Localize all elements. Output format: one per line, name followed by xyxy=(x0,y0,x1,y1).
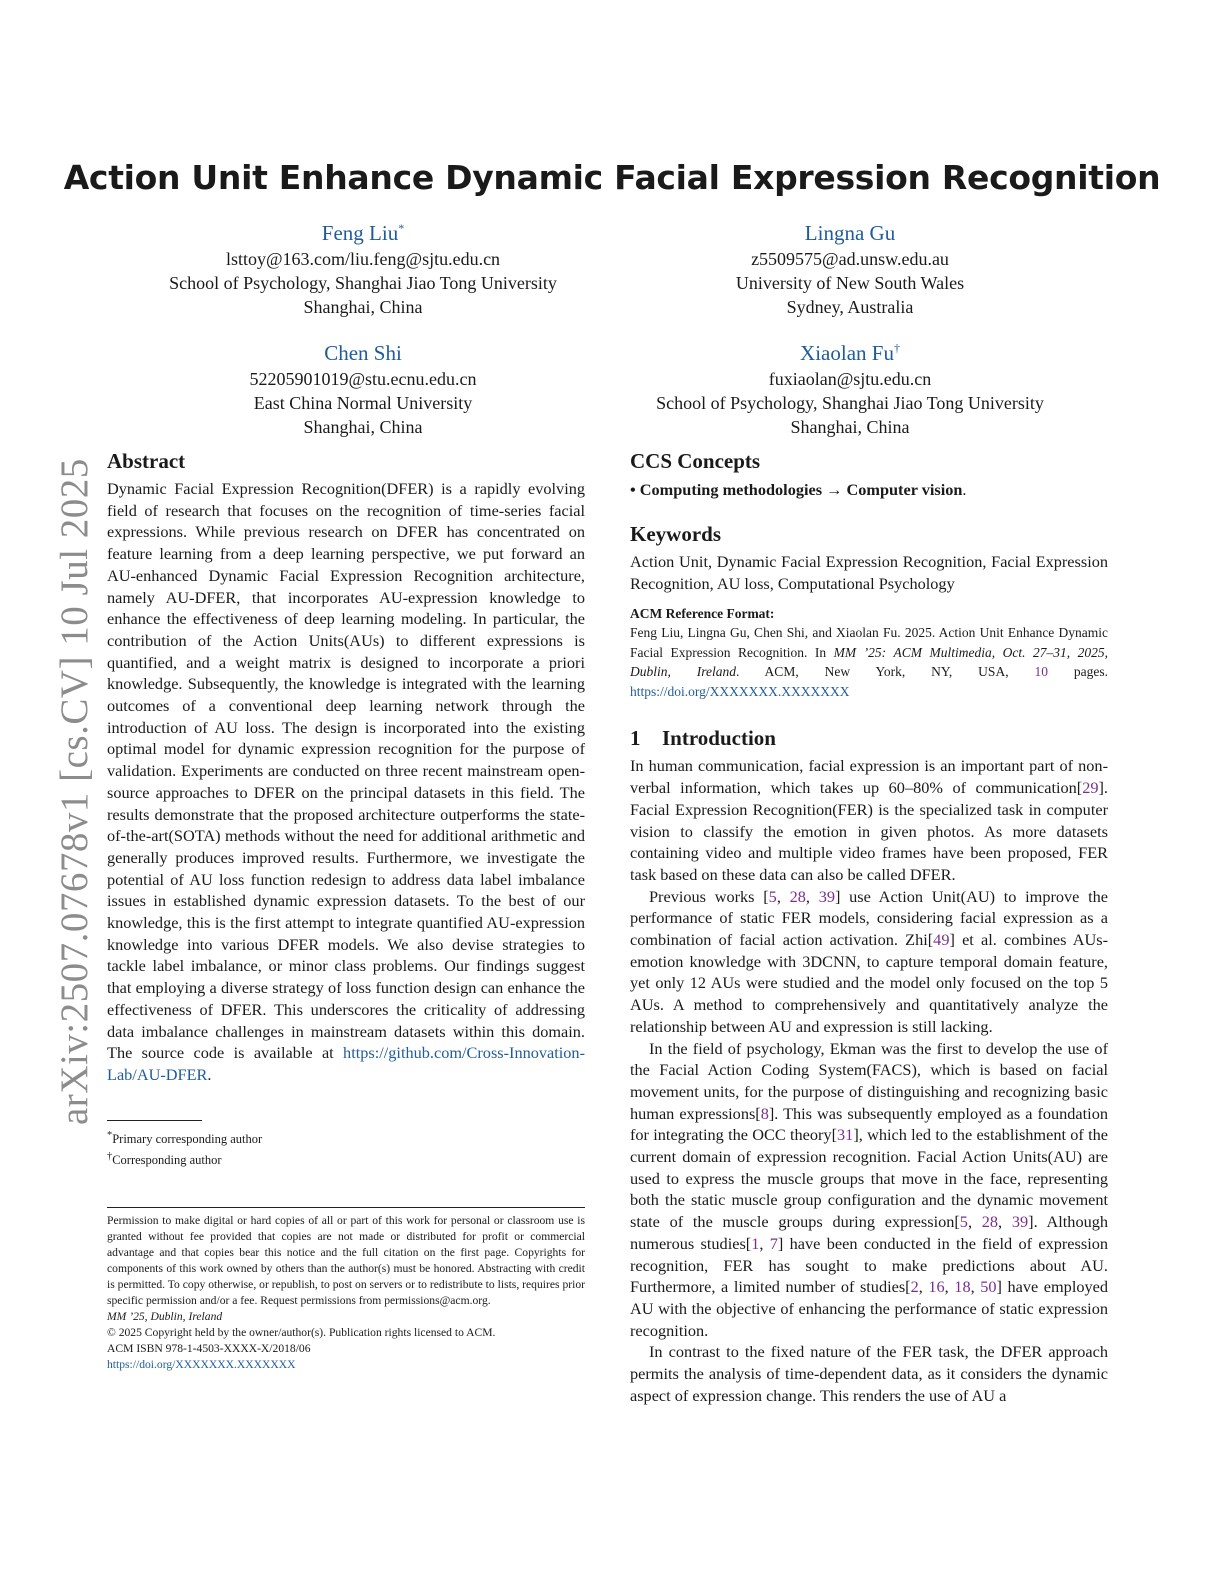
pages-link[interactable]: 10 xyxy=(1034,664,1048,680)
author-email: z5509575@ad.unsw.edu.au xyxy=(751,249,949,269)
intro-paragraph-4: In contrast to the fixed nature of the FER task, the DFER approach permits the analysis of time-dependent data, as it considers the dynamic aspect of expression change. This renders the use of AU a xyxy=(630,1342,1108,1405)
citation[interactable]: 2 xyxy=(910,1277,919,1297)
acm-ref-text: Feng Liu, Lingna Gu, Chen Shi, and Xiaolan Fu. 2025. Action Unit Enhance Dynamic Facial Expression Recognition. In MM ’25: ACM Multimedia, Oct. 27–31, 2025, Dublin, Ireland. ACM, New York, NY, USA, 10 pages. https://doi.org/XXXXXXX.XXXXXXX xyxy=(630,625,1109,699)
citation[interactable]: 49 xyxy=(933,930,950,950)
citation[interactable]: 7 xyxy=(769,1233,778,1253)
footnote-divider xyxy=(107,1120,202,1121)
permission-notice: Permission to make digital or hard copies of all or part of this work for personal or classroom use is granted without fee provided that copies are not made or distributed for profit or commercial advantage and that copies bear this notice and the full citation on the first page. Copyrights for components of this work owned by others than the author(s) must be honored. Abstracting with credit is permitted. To copy otherwise, or republish, to post on servers or to redistribute to lists, requires prior specific permission and/or a fee. Request permissions from permissions@acm.org. xyxy=(107,1214,585,1307)
author-name[interactable]: Xiaolan Fu† xyxy=(800,341,900,365)
citation[interactable]: 28 xyxy=(789,886,806,906)
footnote: *Primary corresponding author xyxy=(107,1129,263,1146)
author-email: fuxiaolan@sjtu.edu.cn xyxy=(768,369,932,389)
isbn-line: ACM ISBN 978-1-4503-XXXX-X/2018/06 xyxy=(107,1342,311,1355)
intro-paragraph-1: In human communication, facial expression is an important part of non-verbal information, which takes up 60–80% of communication[29]. Facial Expression Recognition(FER) is the specialized task in computer vision to classify the emotion in given photos. As more datasets containing video and multiple video frames have been proposed, FER task based on these data can also be called DFER. xyxy=(630,756,1108,884)
citation[interactable]: 39 xyxy=(818,886,835,906)
author-location: Shanghai, China xyxy=(303,297,423,317)
citation[interactable]: 18 xyxy=(954,1277,971,1297)
author-affiliation: School of Psychology, Shanghai Jiao Tong University xyxy=(656,393,1044,413)
author-name[interactable]: Chen Shi xyxy=(324,341,402,365)
keywords-heading: Keywords xyxy=(630,522,721,546)
author-mark: * xyxy=(398,221,405,235)
author-email: 52205901019@stu.ecnu.edu.cn xyxy=(249,369,477,389)
keywords-text: Action Unit, Dynamic Facial Expression Recognition, Facial Expression Recognition, AU loss, Computational Psychology xyxy=(630,552,1108,593)
paper-title: Action Unit Enhance Dynamic Facial Expression Recognition xyxy=(63,158,1161,197)
intro-paragraph-2: Previous works [5, 28, 39] use Action Unit(AU) to improve the performance of static FER models, considering facial expression as a combination of facial action activation. Zhi[49] et al. combines AUs-emotion knowledge with 3DCNN, to capture temporal domain feature, yet only 12 AUs were studied and the model only focused on the top 5 AUs. A method to comprehensively and quantitatively analyze the relationship between AU and expression is still lacking. xyxy=(630,886,1109,1036)
left-column xyxy=(107,448,585,1373)
right-column xyxy=(630,448,1108,1407)
citation[interactable]: 28 xyxy=(981,1212,999,1232)
footnote: †Corresponding author xyxy=(107,1150,222,1167)
citation[interactable]: 5 xyxy=(768,886,777,906)
author-affiliation: East China Normal University xyxy=(253,393,473,413)
author-affiliation: School of Psychology, Shanghai Jiao Tong University xyxy=(169,273,557,293)
copyright-line: © 2025 Copyright held by the owner/author(s). Publication rights licensed to ACM. xyxy=(107,1326,496,1339)
source-code-link[interactable]: https://github.com/Cross-Innovation-Lab/AU-DFER xyxy=(107,1043,585,1084)
author-name[interactable]: Lingna Gu xyxy=(804,221,896,245)
venue-line: MM ’25, Dublin, Ireland xyxy=(107,1310,223,1323)
abstract-text: Dynamic Facial Expression Recognition(DFER) is a rapidly evolving field of research that focuses on the recognition of time-series facial expressions. While previous research on DFER has concentrated on feature learning from a deep learning perspective, we put forward an AU-enhanced Dynamic Facial Expression Recognition architecture, namely AU-DFER, that incorporates AU-expression knowledge to enhance the effectiveness of deep learning modeling. In particular, the contribution of the Action Units(AUs) to different expressions is quantified, and a weight matrix is designed to incorporate a priori knowledge. Subsequently, the knowledge is integrated with the learning outcomes of a conventional deep learning network through the introduction of AU loss. The design is incorporated into the existing optimal model for dynamic expression recognition for the purpose of validation. Experiments are conducted on three recent mainstream open-source approaches to DFER on the principal datasets in this field. The results demonstrate that the proposed architecture outperforms the state-of-the-art(SOTA) methods without the need for additional arithmetic and generally produces improved results. Furthermore, we investigate the potential of AU loss function redesign to address data label imbalance issues in established dynamic expression datasets. To the best of our knowledge, this is the first attempt to integrate quantified AU-expression knowledge into various DFER models. We also devise strategies to tackle label imbalance, or minor class problems. Our findings suggest that employing a diverse strategy of loss function design can enhance the effectiveness of DFER. This underscores the criticality of addressing data imbalance challenges in mainstream datasets within this domain. The source code is available at https://github.com/Cross-Innovation-Lab/AU-DFER. xyxy=(107,479,585,1084)
author-affiliation: University of New South Wales xyxy=(735,273,965,293)
intro-heading: 1 Introduction xyxy=(630,726,776,751)
author-location: Sydney, Australia xyxy=(786,297,914,317)
doi-link[interactable]: https://doi.org/XXXXXXX.XXXXXXX xyxy=(107,1358,296,1371)
author-block-3 xyxy=(103,335,623,439)
permission-divider xyxy=(107,1207,585,1208)
author-mark: † xyxy=(893,341,900,355)
citation[interactable]: 16 xyxy=(928,1277,945,1297)
author-location: Shanghai, China xyxy=(303,417,423,437)
author-name[interactable]: Feng Liu* xyxy=(321,221,405,245)
citation[interactable]: 5 xyxy=(959,1212,968,1232)
citation[interactable]: 29 xyxy=(1082,778,1099,798)
author-block-4 xyxy=(590,335,1110,439)
citation[interactable]: 31 xyxy=(837,1125,854,1145)
author-email: lsttoy@163.com/liu.feng@sjtu.edu.cn xyxy=(225,249,501,269)
ccs-concept: • Computing methodologies → Computer vision. xyxy=(630,480,967,499)
citation[interactable]: 1 xyxy=(751,1233,760,1253)
author-block-1 xyxy=(103,215,623,319)
arxiv-stamp: arXiv:2507.07678v1 [cs.CV] 10 Jul 2025 xyxy=(53,458,96,1125)
citation[interactable]: 50 xyxy=(980,1277,997,1297)
intro-paragraph-3: In the field of psychology, Ekman was the first to develop the use of the Facial Action Coding System(FACS), which is based on facial movement units, for the purpose of distinguishing and recognizing basic human expressions[8]. This was subsequently employed as a foundation for integrating the OCC theory[31], which led to the establishment of the current domain of expression recognition. Facial Action Units(AU) are used to express the muscle groups that move in the face, representing both the static muscle group configuration and the dynamic movement state of the muscle groups during expression[5, 28, 39]. Although numerous studies[1, 7] have been conducted in the field of expression recognition, FER has sought to make predictions about AU. Furthermore, a limited number of studies[2, 16, 18, 50] have employed AU with the objective of enhancing the performance of static expression recognition. xyxy=(630,1038,1109,1340)
acm-doi-link[interactable]: https://doi.org/XXXXXXX.XXXXXXX xyxy=(630,683,850,699)
author-location: Shanghai, China xyxy=(790,417,910,437)
citation[interactable]: 8 xyxy=(760,1103,769,1123)
author-block-2 xyxy=(590,215,1110,319)
ccs-heading: CCS Concepts xyxy=(630,449,761,473)
citation[interactable]: 39 xyxy=(1011,1212,1029,1232)
acm-ref-heading: ACM Reference Format: xyxy=(630,606,775,622)
abstract-heading: Abstract xyxy=(107,449,186,473)
